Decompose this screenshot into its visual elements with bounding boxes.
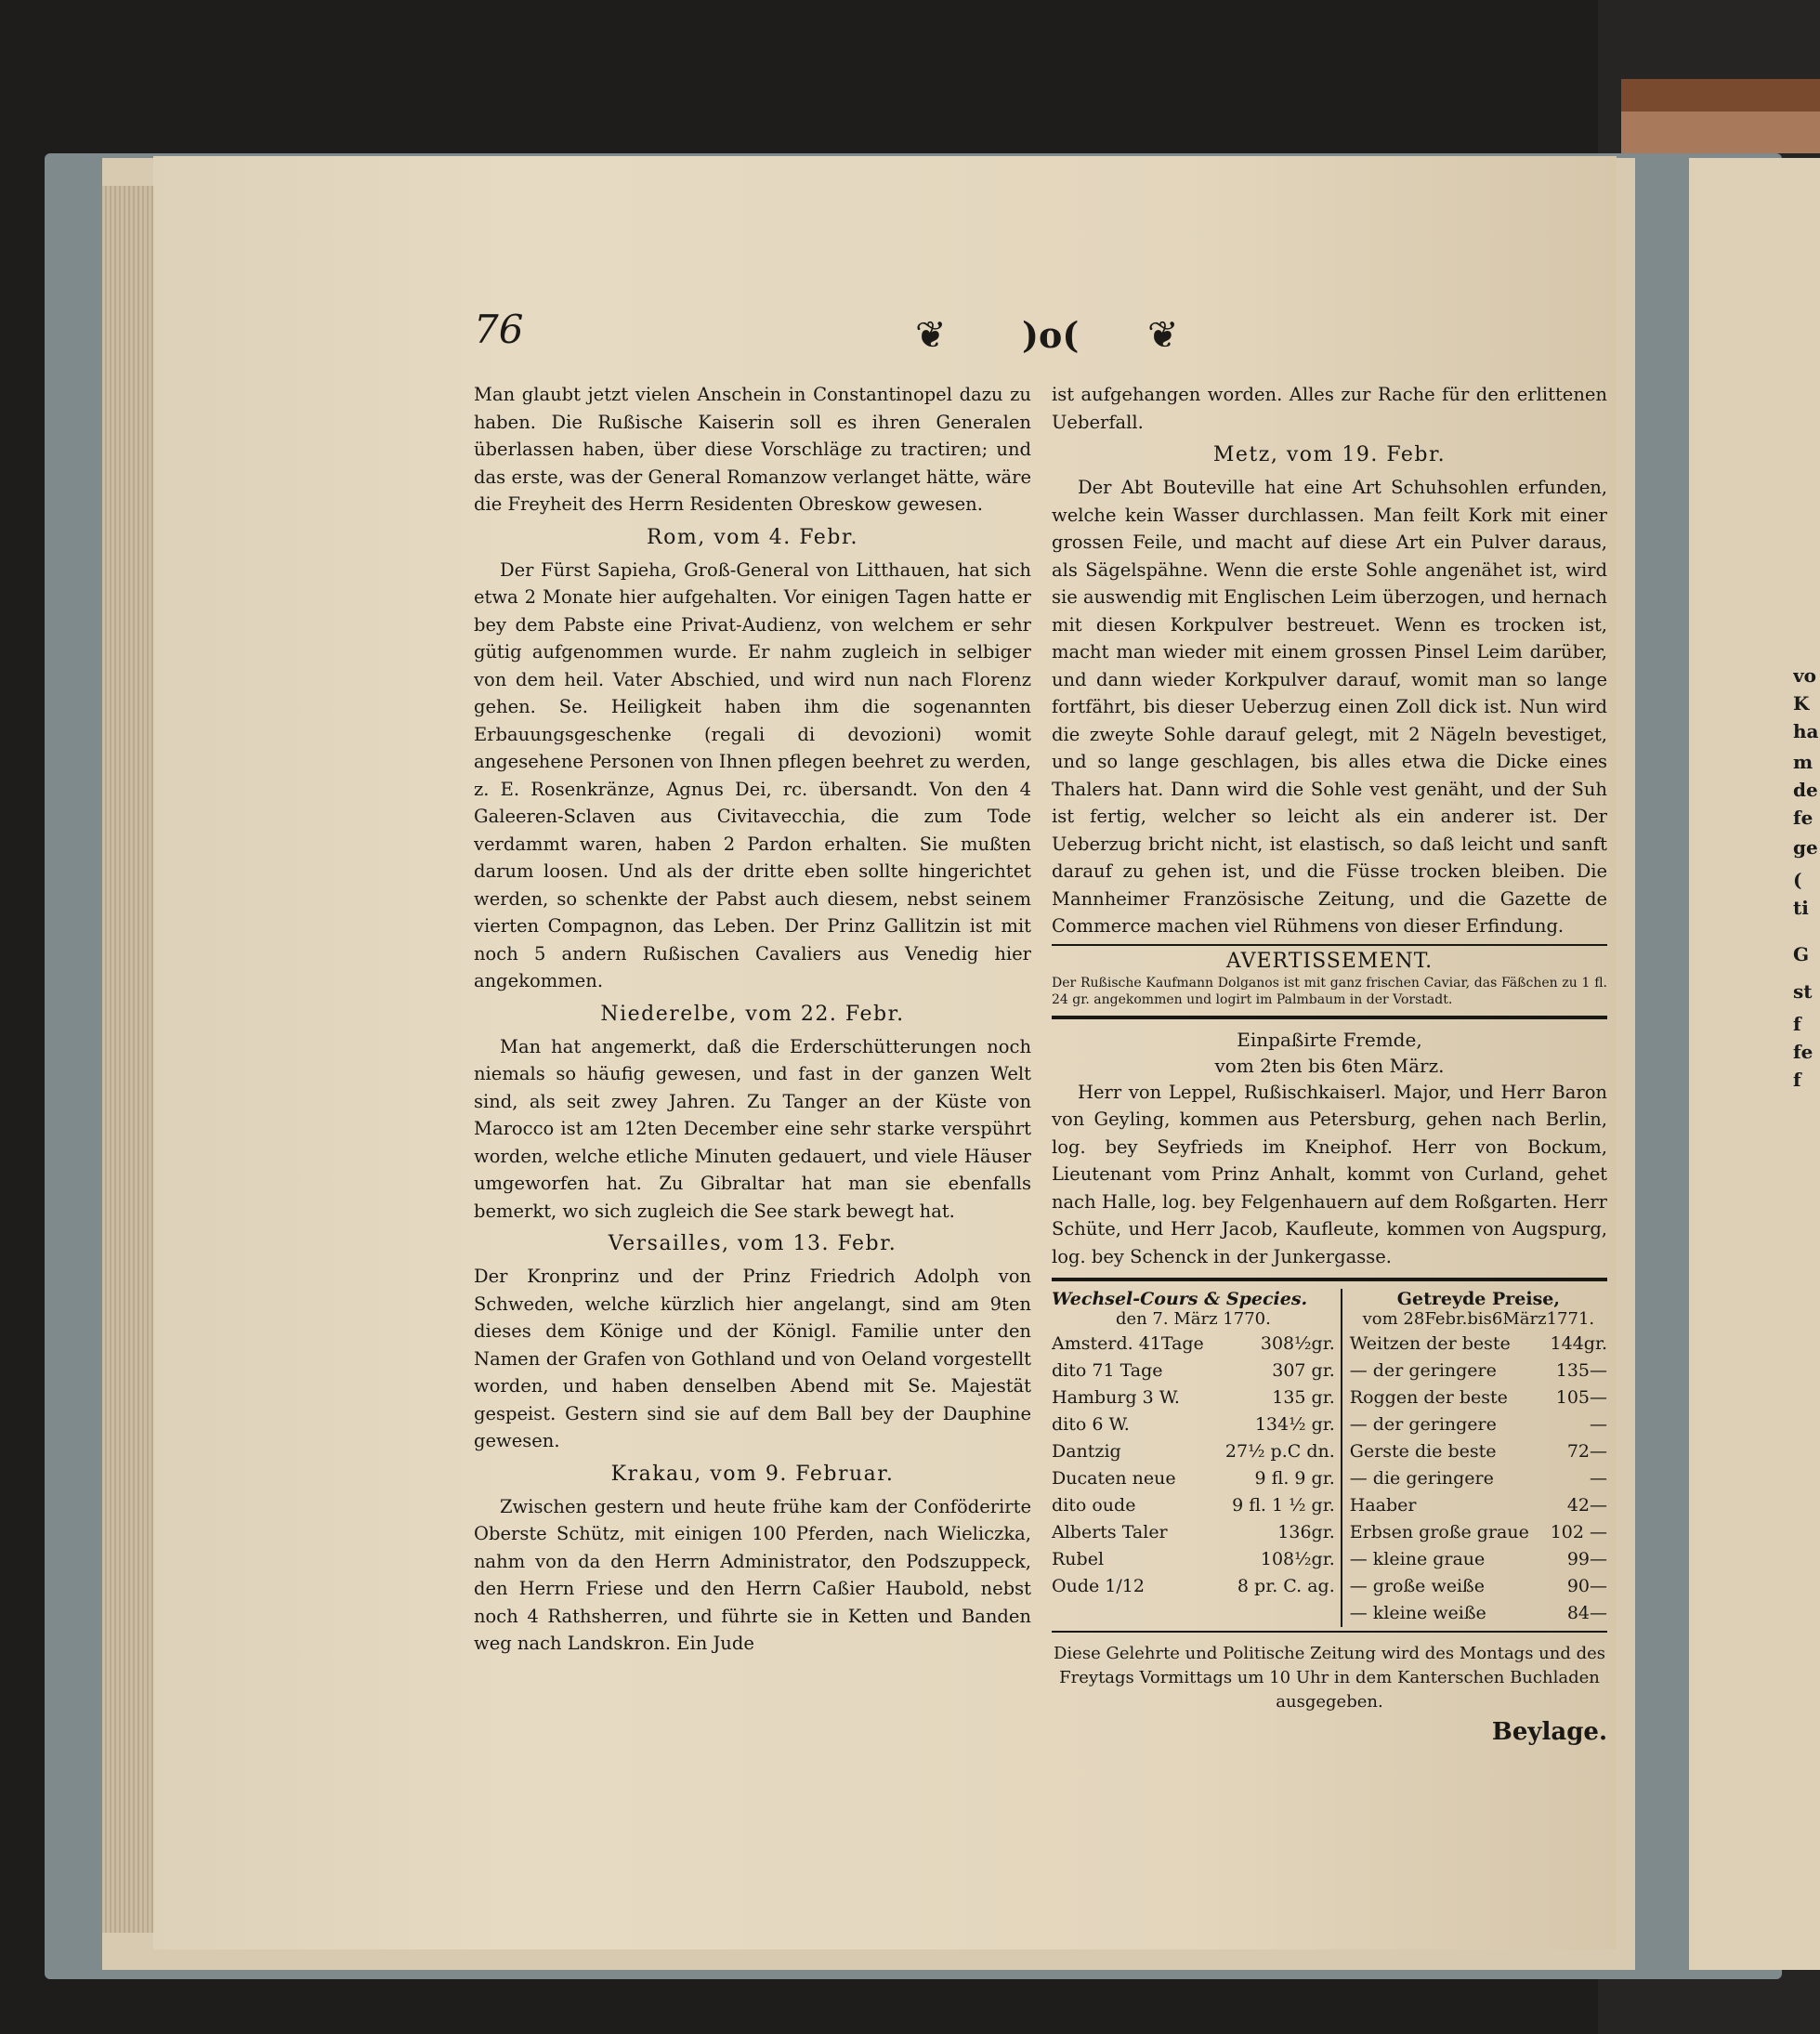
grain-rows [1350, 1331, 1607, 1627]
fleuron-left-icon: ❦ [915, 314, 947, 357]
arrivals-dates: vom 2ten bis 6ten März. [1214, 1054, 1445, 1077]
table-row [1350, 1600, 1607, 1627]
row-value: 90— [1566, 1576, 1607, 1596]
row-value: 136gr. [1277, 1522, 1335, 1542]
row-value: 144gr. [1550, 1333, 1607, 1354]
right-column [1052, 381, 1607, 1746]
dateline-metz: Metz, vom 19. Febr. [1212, 443, 1447, 466]
dateline-rom: Rom, vom 4. Febr. [647, 525, 858, 549]
row-value: 135— [1555, 1360, 1607, 1381]
adjacent-book-edge [1621, 112, 1820, 153]
row-value: — [1590, 1468, 1607, 1489]
advertisement-title: AVERTISSEMENT. [1225, 949, 1434, 973]
article-rom: Der Fürst Sapieha, Groß-General von Litthauen, hat sich etwa 2 Monate hier aufgehalten. Vor einigen Tagen hatte er bey dem Pabste eine Privat-Audienz, von welchem er sehr gütig aufgenommen wurde. Er nahm zugleich in selbiger von dem heil. Vater Abschied, und wird nun nach Florenz gehen. Se. Heiligkeit haben ihm die sogenannten Erbauungsgeschenke (regali di devozioni) womit angesehene Personen von Ihnen pflegen beehret zu werden, z. E. Rosenkränze, Agnus Dei, rc. übersandt. Von den 4 Galeeren-Sclaven aus Civitavecchia, die zum Tode verdammt waren, haben 2 Pardon erhalten. Sie mußten darum loosen. Und als der dritte eben sollte hingerichtet werden, so schenkte der Pabst auch diesem, nebst seinem vierten Compagnon, das Leben. Der Prinz Gallitzin ist mit noch 5 andern Rußischen Cavaliers aus Venedig hier angekommen. [474, 558, 1031, 991]
row-label: Rubel [1052, 1549, 1105, 1569]
row-label: Alberts Taler [1052, 1522, 1168, 1542]
table-row [1350, 1573, 1607, 1600]
row-value: 134½ gr. [1254, 1414, 1335, 1435]
article-niederelbe: Man hat angemerkt, daß die Erderschütterungen noch niemals so häufig gewesen, und fast in der ganzen Welt sind, als seit zwey Jahren. Zu Tanger an der Küste von Marocco ist am 12ten December eine sehr starke verspührt worden, welche etliche Minuten gedauert, und viele Häuser umgeworfen hat. Zu Gibraltar hat man sie ebenfalls bemerkt, wo sich zugleich die See stark bewegt hat. [474, 1035, 1031, 1222]
divider [1052, 1631, 1607, 1633]
price-tables [1052, 1289, 1607, 1627]
table-row [1350, 1384, 1607, 1411]
adjacent-page-fragment: K [1793, 692, 1810, 715]
row-label: Amsterd. 41Tage [1052, 1333, 1204, 1354]
row-value: 99— [1566, 1549, 1607, 1569]
page-edges [102, 186, 158, 1933]
table-row [1052, 1331, 1335, 1358]
row-value: 72— [1566, 1441, 1607, 1462]
row-label: Dantzig [1052, 1441, 1121, 1462]
divider [1052, 1278, 1607, 1281]
row-value: 84— [1566, 1603, 1607, 1623]
grain-date: vom 28Febr.bis6März1771. [1362, 1309, 1595, 1329]
row-value: 135 gr. [1272, 1387, 1335, 1408]
grain-table [1342, 1289, 1607, 1627]
row-label: dito oude [1052, 1495, 1136, 1516]
article-continuation: ist aufgehangen worden. Alles zur Rache für den erlittenen Ueberfall. [1052, 384, 1607, 433]
adjacent-page-fragment: ha [1793, 720, 1819, 742]
table-row [1052, 1492, 1335, 1519]
page-header [465, 307, 1626, 362]
article-metz: Der Abt Bouteville hat eine Art Schuhsohlen erfunden, welche kein Wasser durchlassen. Man feilt Kork mit einer grossen Feile, und macht auf diese Art ein Pulver daraus, als Sägelspähne. Wenn die erste Sohle angenähet ist, wird sie auswendig mit Englischen Leim überzogen, und hernach mit diesen Korkpulver bestreuet. Wenn es trocken ist, macht man wieder mit einem grossen Pinsel Leim darüber, und dann wieder Korkpulver darauf, womit man so lange fortfährt, bis dieser Ueberzug einen Zoll dick ist. Nun wird die zweyte Sohle darauf gelegt, mit 2 Nägeln bevestiget, und so lange geschlagen, bis alles etwa die Dicke eines Thalers hat. Dann wird die Sohle vest genäht, und der Suh ist fertig, welcher so leicht als ein anderer ist. Der Ueberzug bricht nicht, ist elastisch, so daß leicht und sanft darauf zu gehen ist, und die Füsse trocken bleiben. Die Mannheimer Französische Zeitung, und die Gazette de Commerce machen viel Rühmens von dieser Erfindung. [1052, 477, 1607, 937]
dateline-krakau: Krakau, vom 9. Februar. [610, 1462, 895, 1486]
article-versailles: Der Kronprinz und der Prinz Friedrich Adolph von Schweden, welche kürzlich hier angelangt, sind am 9ten dieses dem Könige und der Königl. Familie unter den Namen der Grafen von Gothland und von Oeland vorgestellt worden, und haben denselben Abend mit Se. Majestät gespeist. Gestern sind sie auf dem Ball bey der Dauphine gewesen. [474, 1266, 1031, 1451]
row-label: Erbsen große graue [1349, 1522, 1529, 1542]
dateline-versailles: Versailles, vom 13. Febr. [608, 1232, 897, 1255]
table-row [1350, 1331, 1607, 1358]
row-label: — große weiße [1349, 1576, 1485, 1596]
row-label: — die geringere [1349, 1468, 1494, 1489]
adjacent-page-fragment: ti [1793, 897, 1809, 919]
adjacent-page-fragment: de [1793, 779, 1818, 801]
table-row [1350, 1519, 1607, 1546]
table-row [1350, 1358, 1607, 1384]
row-value: 102 — [1550, 1522, 1607, 1542]
table-row [1052, 1384, 1335, 1411]
table-row [1350, 1465, 1607, 1492]
table-row [1052, 1465, 1335, 1492]
adjacent-page-fragment: fe [1793, 807, 1813, 829]
adjacent-page-fragment: f [1793, 1069, 1801, 1091]
grain-title: Getreyde Preise, [1396, 1289, 1560, 1309]
exchange-title: Wechsel-Cours & Species. [1052, 1289, 1308, 1309]
adjacent-page-fragment: st [1793, 980, 1813, 1003]
adjacent-page-fragment: f [1793, 1013, 1801, 1035]
article-krakau: Zwischen gestern und heute frühe kam der Conföderirte Oberste Schütz, mit einigen 100 Pferden, nach Wieliczka, nahm von da den Herrn Administrator, den Podszuppeck, den Herrn Friese und den Herrn Caßier Haubold, nebst noch 4 Rathsherren, und führte sie in Ketten und Banden weg nach Landskron. Ein Jude [474, 1495, 1031, 1654]
adjacent-page [1689, 158, 1820, 1970]
row-value: 308½gr. [1260, 1333, 1335, 1354]
divider [1052, 944, 1607, 946]
exchange-rows [1052, 1331, 1335, 1600]
adjacent-page-fragment: G [1793, 943, 1810, 965]
row-label: Ducaten neue [1052, 1468, 1176, 1489]
dateline-niederelbe: Niederelbe, vom 22. Febr. [600, 1002, 905, 1026]
row-label: dito 71 Tage [1052, 1360, 1163, 1381]
table-row [1350, 1438, 1607, 1465]
row-value: 9 fl. 9 gr. [1254, 1468, 1335, 1489]
row-value: 307 gr. [1272, 1360, 1335, 1381]
row-label: Weitzen der beste [1349, 1333, 1511, 1354]
row-label: — kleine weiße [1349, 1603, 1486, 1623]
row-label: Haaber [1349, 1495, 1417, 1516]
page-number: 76 [474, 307, 524, 352]
exchange-date: den 7. März 1770. [1115, 1309, 1271, 1329]
table-row [1052, 1519, 1335, 1546]
table-row [1052, 1438, 1335, 1465]
article-paragraph: Man glaubt jetzt vielen Anschein in Constantinopel dazu zu haben. Die Rußische Kaiserin soll es ihren Generalen überlassen haben, über diese Vorschläge zu tractiren; und das erste, was der General Romanzow verlanget hätte, wäre die Freyheit des Herrn Residenten Obreskow gewesen. [474, 384, 1031, 515]
adjacent-page-fragment: ge [1793, 836, 1818, 859]
advertisement-text: Der Rußische Kaufmann Dolganos ist mit ganz frischen Caviar, das Fäßchen zu 1 fl. 24 gr. angekommen und logirt im Palmbaum in der Vorstadt. [1052, 975, 1607, 1007]
arrivals-title: Einpaßirte Fremde, [1237, 1028, 1422, 1051]
row-label: Hamburg 3 W. [1052, 1387, 1180, 1408]
row-label: Gerste die beste [1349, 1441, 1497, 1462]
row-label: dito 6 W. [1052, 1414, 1130, 1435]
table-row [1052, 1411, 1335, 1438]
adjacent-page-fragment: vo [1793, 664, 1816, 687]
left-column [474, 381, 1031, 1658]
table-row [1350, 1546, 1607, 1573]
arrivals-list: Herr von Leppel, Rußischkaiserl. Major, und Herr Baron von Geyling, kommen aus Petersburg, gehen nach Berlin, log. bey Seyfrieds im Kneiphof. Herr von Bockum, Lieutenant vom Prinz Anhalt, kommt von Curland, gehet nach Halle, log. bey Felgenhauern auf dem Roßgarten. Herr Schüte, und Herr Jacob, Kaufleute, kommen von Augspurg, log. bey Schenck in der Junkergasse. [1052, 1081, 1607, 1267]
row-label: Oude 1/12 [1052, 1576, 1145, 1596]
row-label: — kleine graue [1349, 1549, 1486, 1569]
publication-note: Diese Gelehrte und Politische Zeitung wird des Montags und des Freytags Vormittags um 10 Uhr in dem Kanterschen Buchladen ausgegeben. [1053, 1644, 1605, 1712]
table-row [1350, 1411, 1607, 1438]
row-value: 105— [1555, 1387, 1607, 1408]
center-ornament-icon: )o( [1022, 314, 1080, 356]
adjacent-page-fragment: fe [1793, 1041, 1813, 1063]
row-label: — der geringere [1349, 1414, 1497, 1435]
fleuron-right-icon: ❦ [1147, 314, 1179, 357]
table-row [1052, 1573, 1335, 1600]
table-row [1052, 1546, 1335, 1573]
row-value: 27½ p.C dn. [1224, 1441, 1335, 1462]
divider [1052, 1016, 1607, 1019]
adjacent-page-fragment: m [1793, 751, 1813, 773]
row-label: — der geringere [1349, 1360, 1497, 1381]
row-value: — [1590, 1414, 1607, 1435]
row-value: 42— [1566, 1495, 1607, 1516]
row-value: 9 fl. 1 ½ gr. [1232, 1495, 1335, 1516]
adjacent-page-fragment: ( [1793, 869, 1802, 891]
row-label: Roggen der beste [1349, 1387, 1508, 1408]
exchange-table [1052, 1289, 1342, 1627]
supplement-catchword: Beylage. [1491, 1718, 1607, 1746]
table-row [1350, 1492, 1607, 1519]
row-value: 108½gr. [1260, 1549, 1335, 1569]
row-value: 8 pr. C. ag. [1237, 1576, 1335, 1596]
table-row [1052, 1358, 1335, 1384]
